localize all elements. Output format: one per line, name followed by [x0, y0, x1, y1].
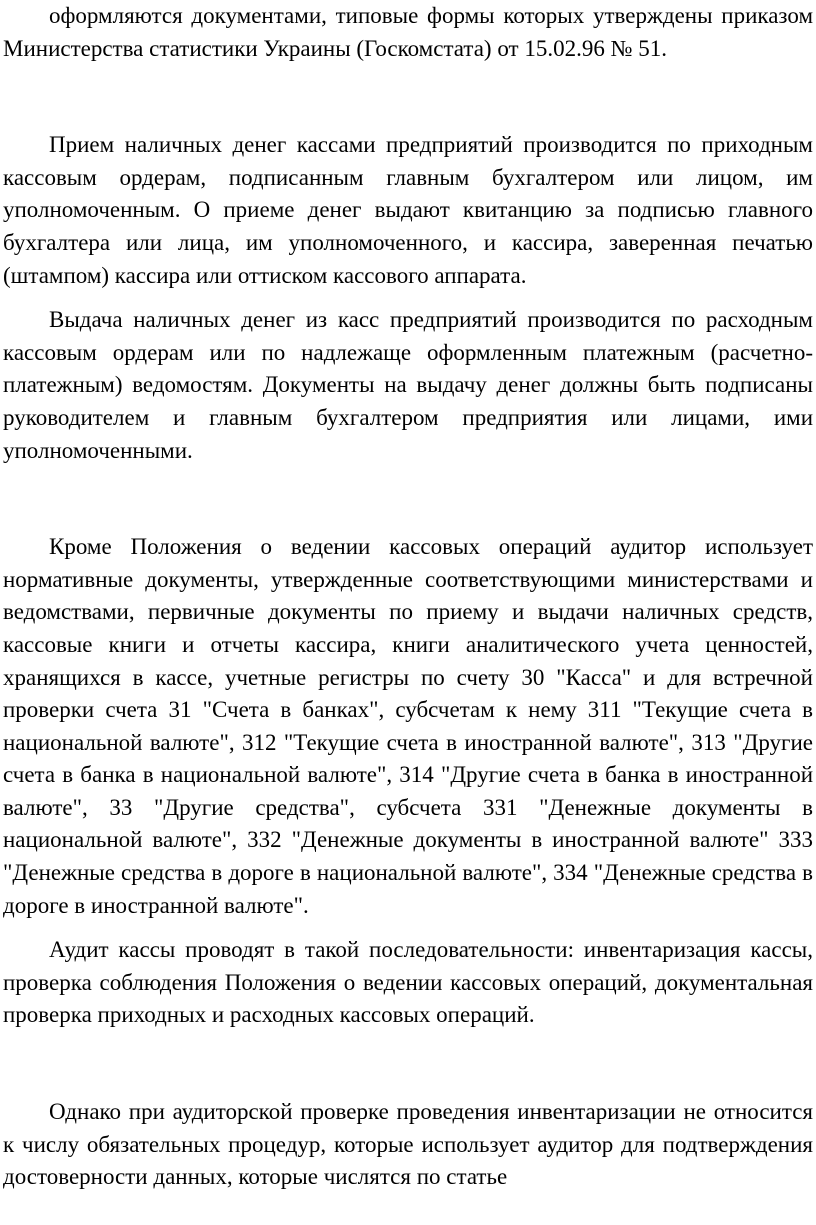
paragraph-gap	[3, 922, 813, 934]
paragraph-6: Однако при аудиторской проверке проведения инвентаризации не относится к числу обязательных процедур, которые использует аудитор для подтверждения достоверности данных, которые числятся по статье	[3, 1099, 813, 1190]
paragraph-gap	[3, 65, 813, 129]
paragraph-5: Аудит кассы проводят в такой последовательности: инвентаризация кассы, проверка соблюдения Положения о ведении кассовых операций, документальная проверка приходных и расходных кассовых операций.	[3, 937, 813, 1028]
paragraph-gap	[3, 467, 813, 531]
paragraph-gap	[3, 1032, 813, 1096]
paragraph-gap	[3, 292, 813, 304]
paragraph-4: Кроме Положения о ведении кассовых операций аудитор использует нормативные документы, утвержденные соответствующими министерствами и ведомствами, первичные документы по приему и выдачи наличных средств, кассовые книги и отчеты кассира, книги аналитического учета ценностей, хранящихся в кассе, учетные регистры по счету 30 "Касса" и для встречной проверки счета 31 "Счета в банках", субсчетам к нему 311 "Текущие счета в национальной валюте", 312 "Текущие счета в иностранной валюте", 313 "Другие счета в банка в национальной валюте", 314 "Другие счета в банка в иностранной валюте", 33 "Другие средства", субсчета 331 "Денежные документы в национальной валюте", 332 "Денежные документы в иностранной валюте" 333 "Денежные средства в дороге в национальной валюте", 334 "Денежные средства в дороге в иностранной валюте".	[3, 534, 813, 918]
paragraph-2: Прием наличных денег кассами предприятий производится по приходным кассовым ордерам, подписанным главным бухгалтером или лицом, им уполномоченным. О приеме денег выдают квитанцию за подписью главного бухгалтера или лица, им уполномоченного, и кассира, заверенная печатью (штампом) кассира или оттиском кассового аппарата.	[3, 132, 813, 288]
paragraph-3: Выдача наличных денег из касс предприятий производится по расходным кассовым ордерам или по надлежаще оформленным платежным (расчетно-платежным) ведомостям. Документы на выдачу денег должны быть подписаны руководителем и главным бухгалтером предприятия или лицами, ими уполномоченными.	[3, 307, 813, 463]
paragraph-1: оформляются документами, типовые формы которых утверждены приказом Министерства статистики Украины (Госкомстата) от 15.02.96 № 51.	[3, 3, 813, 61]
